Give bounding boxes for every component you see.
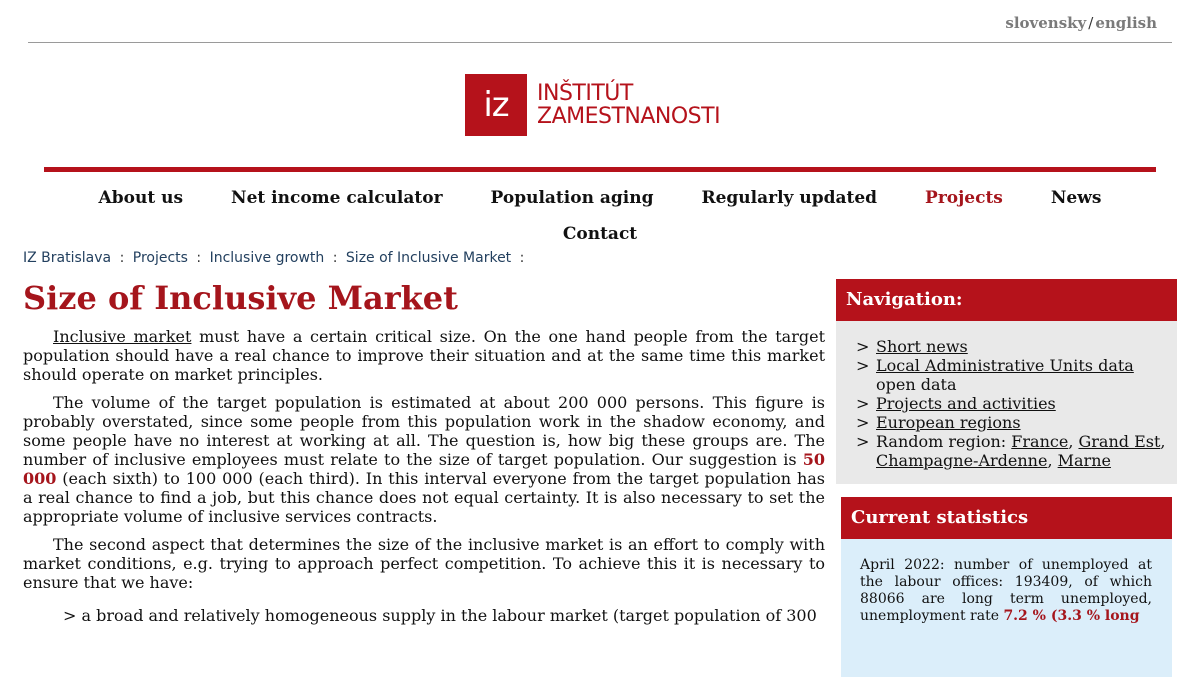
random-region-label: Random region: — [876, 432, 1012, 451]
top-divider — [28, 42, 1172, 43]
statistics-box-title: Current statistics — [841, 497, 1172, 539]
requirements-list — [23, 606, 825, 625]
region-champagne-ardenne-link[interactable]: Champagne-Ardenne — [876, 451, 1048, 470]
breadcrumb-separator: : — [196, 250, 202, 266]
nav-net-income-calculator[interactable]: Net income calculator — [231, 188, 443, 208]
inclusive-market-link[interactable]: Inclusive market — [53, 327, 192, 346]
bullet-arrow-icon: > — [856, 432, 870, 451]
breadcrumb-size-of-inclusive-market[interactable]: Size of Inclusive Market — [345, 250, 512, 266]
main-nav-row-2 — [0, 216, 1200, 252]
main-nav-row-1 — [0, 180, 1200, 216]
region-france-link[interactable]: France — [1011, 432, 1069, 451]
nav-about-us[interactable]: About us — [98, 188, 184, 208]
nav-regularly-updated[interactable]: Regularly updated — [701, 188, 878, 208]
navigation-box-title: Navigation: — [836, 279, 1177, 321]
breadcrumb — [23, 250, 528, 266]
list-item — [856, 413, 1171, 432]
open-data-text: open data — [876, 375, 957, 394]
logo-line-1: INŠTITÚT — [537, 81, 633, 106]
logo-mark: iz — [465, 74, 527, 136]
statistics-box-body — [841, 539, 1172, 677]
list-item — [856, 337, 1171, 356]
list-item: > a broad and relatively homogeneous supply in the labour market (target population of 300 — [63, 606, 825, 625]
region-grand-est-link[interactable]: Grand Est — [1078, 432, 1161, 451]
projects-activities-link[interactable]: Projects and activities — [876, 394, 1056, 413]
region-comma: , — [1068, 432, 1079, 451]
list-item — [856, 394, 1171, 413]
nav-population-aging[interactable]: Population aging — [490, 188, 654, 208]
paragraph-1-text: must have a certain critical size. On the one hand people from the target population should have a real chance to improve their situation and at the same time this market should operate on market principles. — [23, 327, 825, 384]
article-paragraph-3: The second aspect that determines the size of the inclusive market is an effort to comply with market conditions, e.g. trying to approach perfect competition. To achieve this it is necessary to ensure that we have: — [23, 535, 825, 592]
language-switch — [1005, 14, 1157, 32]
breadcrumb-separator: : — [119, 250, 125, 266]
article-body — [23, 327, 825, 625]
header-red-bar — [44, 167, 1156, 172]
bullet-arrow-icon: > — [856, 413, 870, 432]
logo-text — [537, 82, 720, 128]
breadcrumb-projects[interactable]: Projects — [132, 250, 188, 266]
breadcrumb-iz-bratislava[interactable]: IZ Bratislava — [23, 250, 112, 266]
nav-contact[interactable]: Contact — [562, 224, 638, 244]
bullet-arrow-icon: > — [856, 394, 870, 413]
article-paragraph-1 — [23, 327, 825, 384]
unemployment-rate: 7.2 % (3.3 % long — [1003, 608, 1140, 624]
lang-english-link[interactable]: english — [1095, 14, 1157, 32]
page-title: Size of Inclusive Market — [23, 279, 458, 317]
lang-separator: / — [1088, 14, 1094, 32]
navigation-box — [836, 279, 1177, 484]
navigation-box-body — [836, 321, 1177, 484]
statistics-text: April 2022: number of unemployed at the labour offices: 193409, of which 88066 are long term unemployed, unemployment rate — [860, 557, 1152, 624]
list-item — [856, 432, 1171, 470]
statistics-box — [841, 497, 1172, 677]
breadcrumb-separator: : — [519, 250, 525, 266]
european-regions-link[interactable]: European regions — [876, 413, 1021, 432]
list-item — [856, 356, 1171, 394]
region-comma: , — [1047, 451, 1058, 470]
region-comma: , — [1160, 432, 1166, 451]
breadcrumb-separator: : — [332, 250, 338, 266]
highlight-50000: 50 000 — [23, 450, 825, 488]
region-marne-link[interactable]: Marne — [1057, 451, 1111, 470]
logo-line-2: ZAMESTNANOSTI — [537, 104, 721, 129]
local-units-link[interactable]: Local Administrative Units data — [876, 356, 1134, 375]
lang-slovak-link[interactable]: slovensky — [1005, 14, 1087, 32]
paragraph-2-text-a: The volume of the target population is estimated at about 200 000 persons. This figure is probably overstated, since some people from this population work in the shadow economy, and some people have no interest at working at all. The question is, how big these groups are. The number of inclusive employees must relate to the size of target population. Our suggestion is — [23, 393, 825, 469]
article-paragraph-2 — [23, 393, 825, 526]
bullet-arrow-icon: > — [856, 356, 870, 375]
nav-projects[interactable]: Projects — [925, 188, 1003, 208]
bullet-arrow-icon: > — [856, 337, 870, 356]
navigation-list — [836, 337, 1177, 470]
paragraph-2-text-b: (each sixth) to 100 000 (each third). In this interval everyone from the target population has a real chance to find a job, but this chance does not equal certainty. It is also necessary to set the appropriate volume of inclusive services contracts. — [23, 469, 825, 526]
nav-news[interactable]: News — [1050, 188, 1102, 208]
site-logo[interactable] — [465, 74, 720, 136]
short-news-link[interactable]: Short news — [876, 337, 968, 356]
breadcrumb-inclusive-growth[interactable]: Inclusive growth — [209, 250, 325, 266]
main-navigation — [0, 180, 1200, 252]
